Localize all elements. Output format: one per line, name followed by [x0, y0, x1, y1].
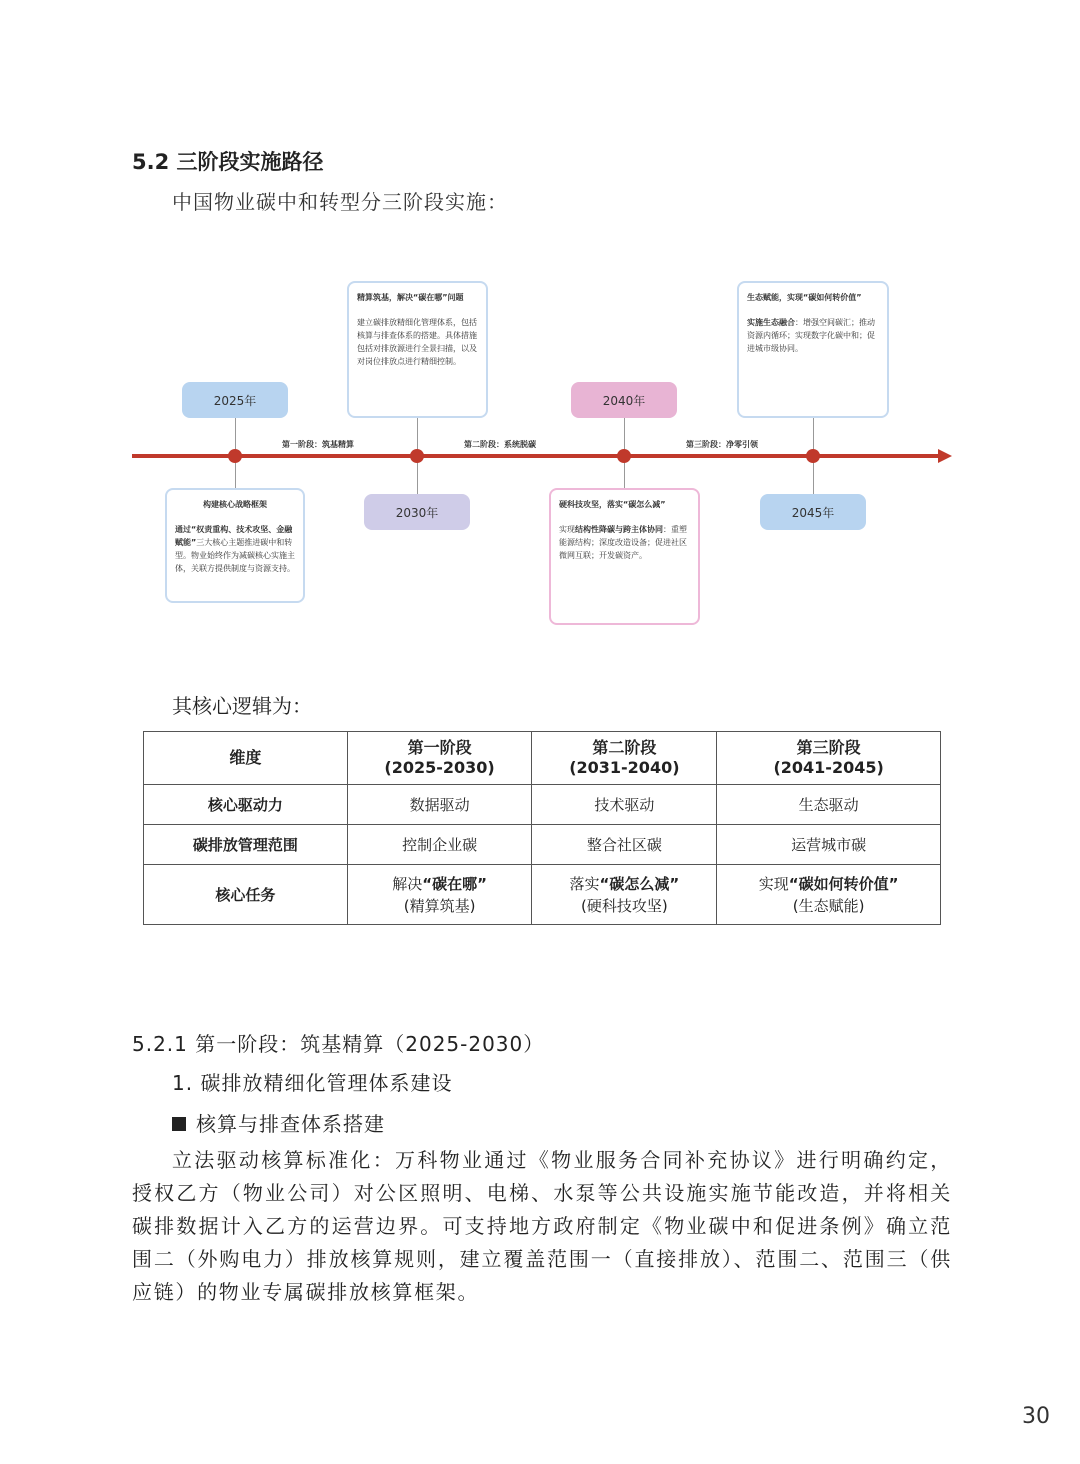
timeline-dot-2025 — [228, 449, 242, 463]
table-cell: 运营城市碳 — [717, 825, 941, 865]
phase-label-2: 第二阶段：系统脱碳 — [464, 440, 536, 449]
header-stage1-name: 第一阶段 — [407, 738, 472, 757]
cell-emphasis: “碳怎么减” — [599, 874, 680, 893]
card-body-emphasis: 通过“权责重构、技术攻坚、金融赋能” — [175, 525, 293, 547]
square-bullet-icon — [172, 1117, 186, 1131]
row-label-driver: 核心驱动力 — [144, 785, 348, 825]
card-phase2-goal — [549, 488, 700, 625]
timeline-dot-2040 — [617, 449, 631, 463]
cell-main — [348, 873, 532, 895]
card-body-text: ：增强空间碳汇；推动资源内循环；实现数字化碳中和；促进城市级协同。 — [747, 318, 875, 353]
table-cell: 数据驱动 — [347, 785, 532, 825]
bullet-item-text: 核算与排查体系搭建 — [196, 1112, 385, 1136]
list-item-1: 1. 碳排放精细化管理体系建设 — [172, 1071, 453, 1095]
page-number: 30 — [1022, 1404, 1050, 1429]
cell-lead: 实现 — [758, 874, 789, 893]
card-title: 硬科技攻坚，落实“碳怎么减” — [559, 500, 666, 509]
intro-text: 中国物业碳中和转型分三阶段实施： — [172, 190, 508, 214]
year-badge-2030: 2030年 — [364, 494, 470, 530]
cell-emphasis: “碳如何转价值” — [788, 874, 899, 893]
card-title: 生态赋能，实现“碳如何转价值” — [747, 293, 862, 302]
timeline-dot-2030 — [410, 449, 424, 463]
timeline-dot-2045 — [806, 449, 820, 463]
row-label-task: 核心任务 — [144, 865, 348, 925]
header-stage1-range: (2025-2030) — [384, 758, 495, 777]
cell-emphasis: “碳在哪” — [422, 874, 487, 893]
cell-main — [717, 873, 940, 895]
table-cell: 技术驱动 — [532, 785, 717, 825]
year-badge-2045: 2045年 — [760, 494, 866, 530]
table-header-row — [144, 732, 941, 785]
card-body-text: 三大核心主题推进碳中和转型。物业始终作为减碳核心实施主体，关联方提供制度与资源支持。 — [175, 538, 295, 573]
card-body-lead: 实现 — [559, 525, 575, 534]
phase-label-1: 第一阶段：筑基精算 — [282, 440, 354, 449]
card-phase1-goal — [347, 281, 488, 418]
card-body — [747, 316, 879, 355]
timeline-arrow-icon — [938, 449, 952, 463]
table-cell: 控制企业碳 — [347, 825, 532, 865]
header-stage3 — [717, 732, 941, 785]
card-phase3-goal — [737, 281, 889, 418]
row-label-scope: 碳排放管理范围 — [144, 825, 348, 865]
card-title: 构建核心战略框架 — [203, 500, 267, 509]
card-body — [175, 523, 295, 575]
header-stage3-range: (2041-2045) — [773, 758, 884, 777]
subsection-title: 5.2.1 第一阶段：筑基精算（2025-2030） — [132, 1032, 545, 1056]
cell-note: (硬科技攻坚) — [581, 896, 668, 915]
cell-lead: 解决 — [392, 874, 423, 893]
cell-lead: 落实 — [569, 874, 600, 893]
bullet-item — [172, 1108, 385, 1137]
table-row — [144, 865, 941, 925]
card-body-text: ：重塑能源结构；深度改造设备；促进社区微网互联；开发碳资产。 — [559, 525, 687, 560]
table-row — [144, 785, 941, 825]
header-dimension: 维度 — [144, 732, 348, 785]
header-stage2 — [532, 732, 717, 785]
table-cell: 整合社区碳 — [532, 825, 717, 865]
phase-label-3: 第三阶段：净零引领 — [686, 440, 758, 449]
table-cell — [532, 865, 717, 925]
card-title: 精算筑基，解决“碳在哪”问题 — [357, 293, 464, 302]
core-logic-table — [143, 731, 941, 925]
body-paragraph: 立法驱动核算标准化：万科物业通过《物业服务合同补充协议》进行明确约定，授权乙方（物业公司）对公区照明、电梯、水泵等公共设施实施节能改造，并将相关碳排数据计入乙方的运营边界。可支持地方政府制定《物业碳中和促进条例》确立范围二（外购电力）排放核算规则，建立覆盖范围一（直接排放）、范围二、范围三（供应链）的物业专属碳排放核算框架。 — [132, 1148, 952, 1304]
table-cell: 生态驱动 — [717, 785, 941, 825]
table-row — [144, 825, 941, 865]
table-cell — [347, 865, 532, 925]
card-strategy-framework — [165, 488, 305, 603]
cell-main — [532, 873, 716, 895]
card-body — [559, 523, 690, 562]
section-title: 5.2 三阶段实施路径 — [132, 150, 324, 174]
year-badge-2025: 2025年 — [182, 382, 288, 418]
header-stage2-name: 第二阶段 — [592, 738, 657, 757]
header-stage2-range: (2031-2040) — [569, 758, 680, 777]
cell-note: (生态赋能) — [792, 896, 865, 915]
header-stage1 — [347, 732, 532, 785]
cell-note: (精算筑基) — [403, 896, 476, 915]
logic-label: 其核心逻辑为： — [172, 694, 312, 718]
table-cell — [717, 865, 941, 925]
card-body-emphasis: 实施生态融合 — [747, 318, 795, 327]
card-body: 建立碳排放精细化管理体系，包括核算与排查体系的搭建。具体措施包括对排放源进行全景扫描，以及对岗位排放点进行精细控制。 — [357, 318, 477, 366]
header-stage3-name: 第三阶段 — [796, 738, 861, 757]
year-badge-2040: 2040年 — [571, 382, 677, 418]
card-body-emphasis: 结构性降碳与跨主体协同 — [575, 525, 663, 534]
